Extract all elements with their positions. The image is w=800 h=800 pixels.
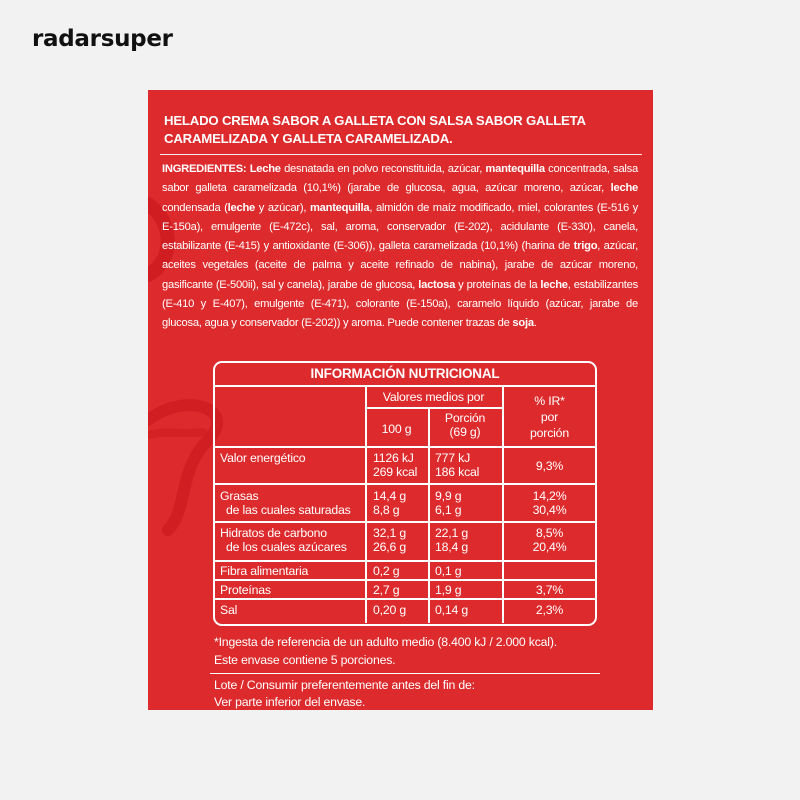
header-ir-line3: porción [530,426,569,440]
row-fibra-label: Fibra alimentaria [220,564,309,578]
header-valores: Valores medios por [382,390,485,404]
ingredient-text: . [533,317,537,330]
table-divider-h3 [215,521,597,523]
ingredient-highlight: trigo [573,240,598,253]
footnote-lote: Lote / Consumir preferentemente antes del fin de: [214,678,475,692]
row-proteinas-label: Proteínas [220,583,271,597]
footer-divider [210,673,600,674]
table-divider-h6 [215,598,597,600]
row-grasas-ir-2: 30,4% [532,503,567,517]
row-grasas-100g-2: 8,8 g [373,503,400,517]
ingredient-text: , azúcar, aceites vegetales (aceite de palma y aceite refinado de nabina), jarabe de azúcar moreno, gasificante (E-500ii), sal y canela), jarabe de glucosa, [162,240,638,291]
table-divider-h1 [215,446,597,448]
product-title-line-2: CARAMELIZADA Y GALLETA CARAMELIZADA. [164,131,453,146]
row-hidratos-100g [373,526,406,554]
product-title [164,112,634,148]
row-sal-100g: 0,20 g [373,603,406,617]
row-energia-porcion-kj: 777 kJ [435,451,471,465]
title-divider [160,154,642,155]
header-ir-line1: % IR* [534,394,565,408]
row-sal-ir: 2,3% [535,603,564,617]
ingredient-text: , almidón de maíz modificado, miel, colorantes (E-516 y E-150a), emulgente (E-472c), sal, aroma, conservador (E-202), acidulante (E-330), canela, estabilizante (E-415) y antioxidante (E-306)), galleta caramelizada (10,1%) (harina de [162,201,638,253]
brand-logo: radarsuper [32,26,173,52]
ingredient-text: desnatada en polvo reconstituida, azúcar, [280,163,486,175]
row-grasas-label-1: Grasas [220,489,259,503]
row-hidratos-100g-2: 26,6 g [373,540,406,554]
row-energia-100g-kj: 1126 kJ [373,451,414,465]
table-divider-h-sub [365,407,502,409]
row-hidratos-ir-1: 8,5% [535,526,564,540]
row-hidratos-porcion [435,526,468,554]
row-proteinas-100g: 2,7 g [373,583,400,597]
ingredients-text [162,160,638,334]
header-100g: 100 g [381,422,412,436]
row-sal-label: Sal [220,603,238,617]
row-grasas-label [220,489,351,517]
row-hidratos-porcion-2: 18,4 g [435,540,468,554]
header-ir-line2: por [540,410,559,424]
row-hidratos-ir-2: 20,4% [532,540,567,554]
row-fibra-porcion: 0,1 g [435,564,462,578]
ingredient-highlight: INGREDIENTES: Leche [162,163,281,175]
ingredient-highlight: mantequilla [485,163,545,175]
ingredient-highlight: leche [540,278,568,291]
row-energia-label: Valor energético [220,451,306,465]
row-hidratos-label-2: de los cuales azúcares [226,540,347,554]
row-hidratos-label-1: Hidratos de carbono [220,526,327,540]
ingredient-text: concentrada, salsa sabor galleta caramelizada (10,1%) (jarabe de glucosa, agua, azúcar moreno, azúcar, [162,163,638,195]
row-energia-100g-kcal: 269 kcal [373,465,418,479]
row-grasas-ir-1: 14,2% [532,489,567,503]
table-divider-v2 [428,407,430,623]
table-divider-h5 [215,579,597,581]
row-energia-porcion [435,451,479,479]
row-energia-ir: 9,3% [535,459,564,473]
row-hidratos-100g-1: 32,1 g [373,526,406,540]
ingredient-highlight: leche [610,182,638,195]
ingredient-text: y proteínas de la [455,278,541,291]
ingredient-text: , estabilizantes (E-410 y E-407), emulgente (E-471), colorante (E-150a), caramelo líquido (azúcar, jarabe de glucosa, agua y conservador (E-202)) y aroma. Puede contener trazas de [162,278,638,330]
row-sal-porcion: 0,14 g [435,603,468,617]
header-porcion-line2: (69 g) [449,425,481,439]
nutrition-table [213,361,597,626]
nutrition-label-panel [148,90,653,710]
row-proteinas-ir: 3,7% [535,583,564,597]
footnote-reference: *Ingesta de referencia de un adulto medio (8.400 kJ / 2.000 kcal). [214,635,557,649]
product-title-line-1: HELADO CREMA SABOR A GALLETA CON SALSA SABOR GALLETA [164,113,586,128]
header-ir [502,393,597,441]
ingredient-highlight: leche [227,201,256,214]
row-grasas-100g [373,489,406,517]
row-proteinas-porcion: 1,9 g [435,583,462,597]
nutrition-table-title: INFORMACIÓN NUTRICIONAL [215,363,595,387]
row-grasas-porcion-1: 9,9 g [435,489,462,503]
ingredient-highlight: mantequilla [309,201,370,214]
row-hidratos-porcion-1: 22,1 g [435,526,468,540]
table-divider-v1 [365,385,367,623]
row-grasas-label-2: de las cuales saturadas [226,503,351,517]
ingredient-text: y azúcar), [255,201,310,214]
row-energia-porcion-kcal: 186 kcal [435,465,480,479]
row-grasas-ir [502,489,597,517]
ingredient-highlight: lactosa [418,278,456,291]
row-grasas-100g-1: 14,4 g [373,489,406,503]
ingredient-highlight: soja [512,317,534,330]
row-hidratos-ir [502,526,597,554]
header-porcion [428,411,502,439]
table-divider-h2 [215,483,597,485]
ingredient-text: condensada ( [162,201,228,214]
row-energia-100g [373,451,417,479]
row-fibra-100g: 0,2 g [373,564,400,578]
footnote-ver: Ver parte inferior del envase. [214,695,366,709]
row-grasas-porcion [435,489,461,517]
header-porcion-line1: Porción [444,411,486,425]
row-hidratos-label [220,526,347,554]
footnote-portions: Este envase contiene 5 porciones. [214,653,396,667]
table-divider-h4 [215,560,597,562]
row-grasas-porcion-2: 6,1 g [435,503,462,517]
